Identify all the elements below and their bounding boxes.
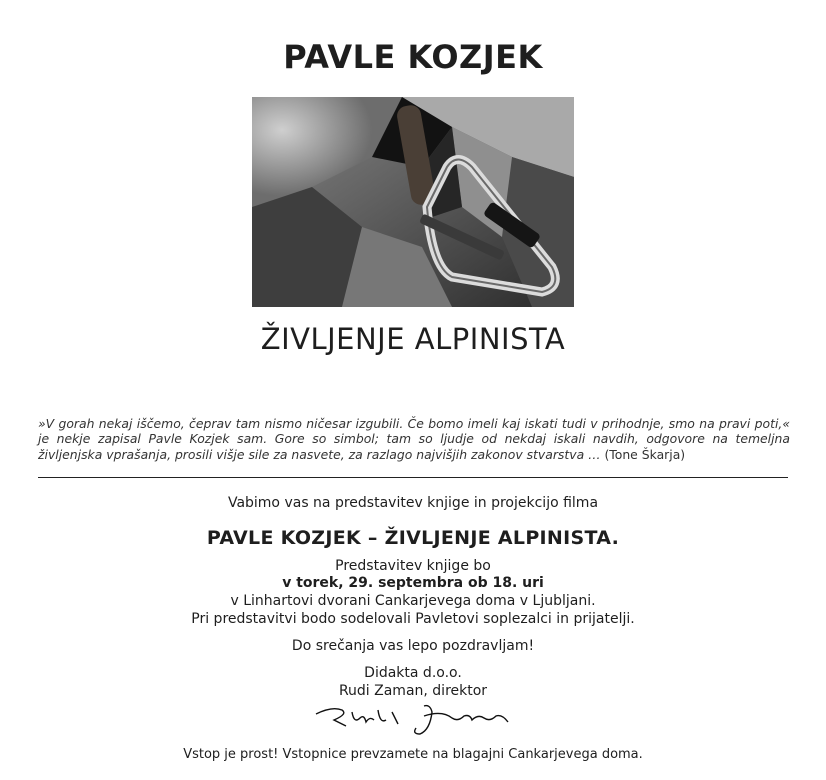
page-title: PAVLE KOZJEK (283, 38, 543, 76)
company-name: Didakta d.o.o. (364, 665, 462, 681)
quote-block (38, 416, 790, 462)
quote-text: »V gorah nekaj iščemo, čeprav tam nismo ničesar izgubili. Če bomo imeli kaj iskati tudi v prihodnje, smo na pravi poti,« je nekje zapisal Pavle Kozjek sam. Gore so simbol; tam so ljudje od nekdaj iskali navdih, odgovore na temeljna življenjska vprašanja, prosili višje sile za nasvete, za razlago najvišjih zakonov stvarstva … (38, 416, 790, 462)
invitation-intro: Vabimo vas na predstavitev knjige in projekcijo filma (227, 495, 599, 511)
quote-author: (Tone Škarja) (604, 446, 686, 462)
carabiner-rock-photo (252, 97, 574, 307)
participants-line: Pri predstavitvi bodo sodelovali Pavletovi soplezalci in prijatelji. (191, 611, 635, 627)
event-date: v torek, 29. septembra ob 18. uri (282, 575, 544, 591)
book-subtitle: ŽIVLJENJE ALPINISTA (260, 322, 566, 356)
divider (38, 477, 788, 478)
footer-note: Vstop je prost! Vstopnice prevzamete na blagajni Cankarjevega doma. (183, 747, 643, 762)
film-title: PAVLE KOZJEK – ŽIVLJENJE ALPINISTA. (206, 527, 620, 549)
presentation-line: Predstavitev knjige bo (335, 558, 491, 574)
director-name: Rudi Zaman, direktor (338, 683, 488, 699)
greeting: Do srečanja vas lepo pozdravljam! (291, 638, 535, 654)
signature (312, 700, 512, 738)
event-venue: v Linhartovi dvorani Cankarjevega doma v Ljubljani. (230, 593, 596, 609)
